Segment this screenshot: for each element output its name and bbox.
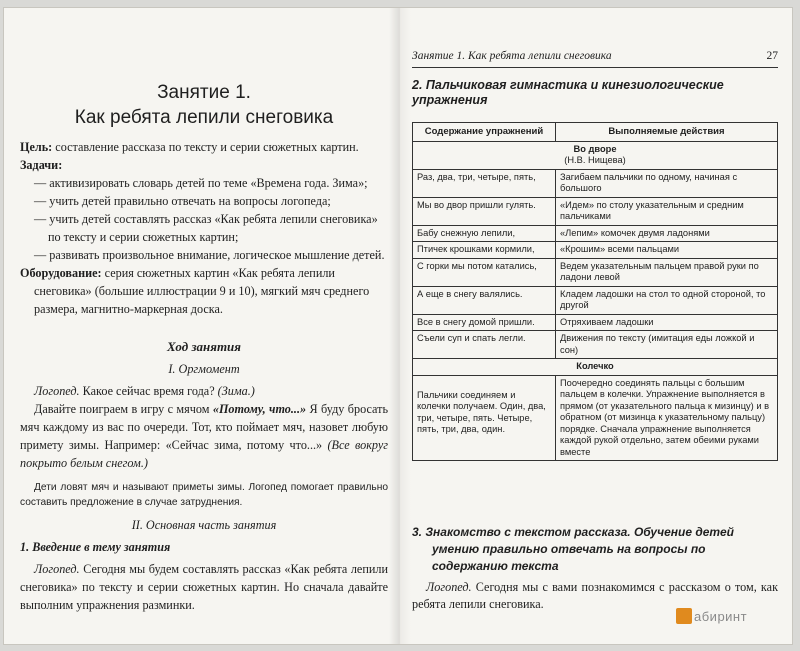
intro-paragraph [20,560,388,614]
book-spread [4,8,792,644]
table-cell: С горки мы потом катались, [413,258,556,286]
table-cell: Съели суп и спать легли. [413,331,556,359]
running-head-title: Занятие 1. Как ребята лепили снеговика [412,50,612,62]
table-row [413,314,778,331]
goal-text: составление рассказа по тексту и серии сюжетных картин. [52,140,359,154]
table-cell: «Крошим» всеми пальцами [556,242,778,259]
table-cell: Загибаем пальчики по одному, начиная с большого [556,169,778,197]
table-row [413,331,778,359]
question-text: Какое сейчас время года? [79,384,218,398]
running-head [412,50,778,68]
goal-paragraph [20,138,388,156]
table-header-cell: Выполняемые действия [556,123,778,142]
game-text: Давайте поиграем в игру с мячом [34,402,213,416]
table-cell: Раз, два, три, четыре, пять, [413,169,556,197]
table-cell: Пальчики соединяем и колечки получаем. Один, два, три, четыре, пять. Четыре, пять, три, два, один. [413,375,556,461]
table-header-cell: Содержание упражнений [413,123,556,142]
table-block-title: Колечко [413,359,778,376]
labirint-watermark [676,608,747,624]
table-cell: «Лепим» комочек двумя ладонями [556,225,778,242]
table-row [413,258,778,286]
task-item: — учить детей составлять рассказ «Как ребята лепили снеговика» по тексту и серии сюжетных картин; [34,212,378,244]
table-block-title [413,141,778,169]
task-item: — учить детей правильно отвечать на вопросы логопеда; [34,194,331,208]
lesson-title: Как ребята лепили снеговика [74,107,334,128]
equipment-text: серия сюжетных картин «Как ребята лепили снеговика» (большие иллюстрации 9 и 10), мягкий мяч среднего размера, магнитно-маркерная доска. [34,266,370,316]
table-row [413,169,778,197]
block-title: Во дворе [573,143,617,154]
exercise-table [412,122,778,461]
table-cell: «Идем» по столу указательным и средним пальчиками [556,197,778,225]
exercise-heading: 2. Пальчиковая гимнастика и кинезиологические упражнения [412,78,724,107]
story-intro-text: Сегодня мы с вами познакомимся с рассказом о том, как ребята лепили снеговика. [412,580,778,611]
table-header-row [413,123,778,142]
table-row [413,375,778,461]
answer-text: (Зима.) [217,384,255,398]
task-item: — развивать произвольное внимание, логическое мышление детей. [34,248,385,262]
table-row [413,242,778,259]
equipment-label: Оборудование: [20,266,102,280]
table-cell: Мы во двор пришли гулять. [413,197,556,225]
game-example: (Все вокруг покрыто белым снегом.) [20,438,388,470]
note-paragraph: Дети ловят мяч и называют приметы зимы. Логопед помогает правильно составить предложение в случае затруднения. [20,482,388,508]
subsection-heading: 1. Введение в тему занятия [20,540,171,554]
table-row [413,225,778,242]
table-cell: Движения по тексту (имитация еды ложкой и сон) [556,331,778,359]
intro-text: Сегодня мы будем составлять рассказ «Как ребята лепили снеговика» по тексту и серии сюжетных картин. Но сначала давайте выполним упражнения разминки. [20,562,388,612]
table-cell: А еще в снегу валялись. [413,286,556,314]
section-heading: I. Оргмомент [168,362,240,376]
lesson-number: Занятие 1. [157,82,251,103]
equipment-paragraph [20,264,388,318]
game-name: «Потому, что...» [212,402,307,416]
game-rules: Я буду бросать мяч каждому из вас по очереди. Тот, кто поймает мяч, назовет любую примету зимы. Например: «Сейчас зима, потому что...» [20,402,389,452]
right-text-block [412,524,778,613]
task-item: — активизировать словарь детей по теме «Времена года. Зима»; [34,176,368,190]
table-cell: Птичек крошками кормили, [413,242,556,259]
speaker-label: Логопед. [426,580,472,594]
question-paragraph [20,382,388,400]
table-row [413,197,778,225]
table-cell: Бабу снежную лепили, [413,225,556,242]
table-cell: Отряхиваем ладошки [556,314,778,331]
table-cell: Кладем ладошки на стол то одной стороной, то другой [556,286,778,314]
speaker-label: Логопед. [34,384,80,398]
table-cell: Ведем указательным пальцем правой руки по ладони левой [556,258,778,286]
game-paragraph [20,400,388,472]
labirint-logo-icon [676,608,692,624]
page-number: 27 [766,50,778,62]
speaker-label: Логопед. [34,562,80,576]
section-heading: II. Основная часть занятия [131,518,277,532]
table-row [413,286,778,314]
book-gutter [389,8,411,644]
table-block-row [413,141,778,169]
left-page [20,82,388,614]
watermark-text: абиринт [694,609,748,624]
tasks-label: Задачи: [20,158,63,172]
goal-label: Цель: [20,140,53,154]
subsection-heading: 3. Знакомство с текстом рассказа. Обучение детей умению правильно отвечать на вопросы по содержанию текста [412,525,734,573]
table-cell: Поочередно соединять пальцы с большим пальцем в колечки. Упражнение выполняется в прямом (от указательного пальца к мизинцу) и в обратном (от мизинца к указательному пальцу) порядке. Сначала упражнение выполняется каждой рукой отдельно, затем обеими руками вместе [556,375,778,461]
course-heading: Ход занятия [167,339,241,354]
block-author: (Н.В. Нищева) [564,155,626,165]
table-cell: Все в снегу домой пришли. [413,314,556,331]
table-block-row [413,359,778,376]
